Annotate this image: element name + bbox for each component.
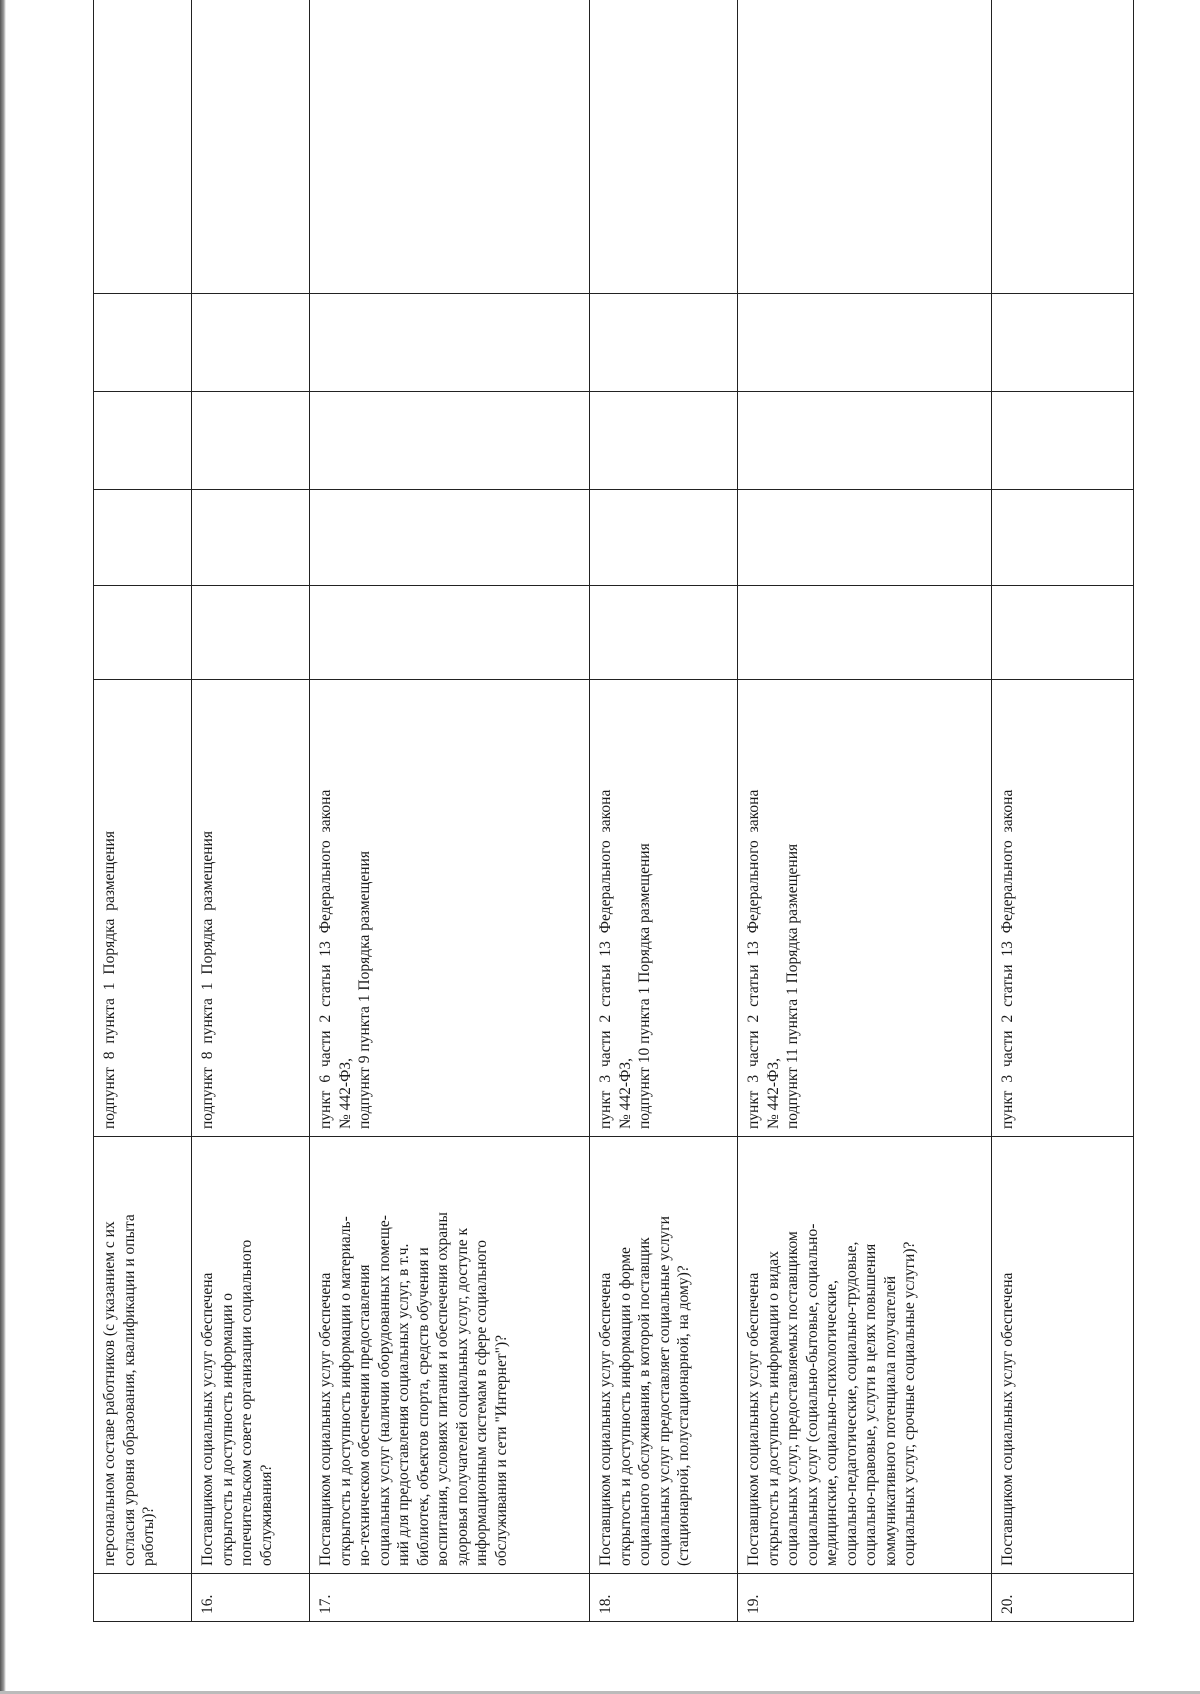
- question-line: открытость и доступность информации о видах: [764, 1250, 782, 1566]
- question-line: коммуникативного потенциала получателей: [881, 1275, 899, 1566]
- empty-answer-cell: [192, 392, 310, 490]
- question-line: открытость и доступность информации о материаль-: [336, 1216, 354, 1566]
- question-line: социально-педагогические, социально-трудовые,: [842, 1241, 860, 1566]
- empty-answer-cell: [590, 392, 738, 490]
- question-line: Поставщиком социальных услуг обеспечена: [745, 1272, 762, 1566]
- question-line: социальных услуг предоставляет социальные услуги: [655, 1216, 673, 1566]
- question-line: социального обслуживания, в которой поставщик: [636, 1237, 653, 1566]
- question-line: воспитания, условиях питания и обеспечения охраны: [434, 1212, 451, 1566]
- question-line: социальных услуг, предоставляемых поставщиком: [784, 1231, 801, 1566]
- row-number: 20.: [992, 1574, 1134, 1622]
- legal-basis-cell: [590, 680, 738, 1137]
- empty-answer-cell: [738, 490, 992, 586]
- question-line: согласия уровня образования, квалификации и опыта: [120, 1214, 138, 1566]
- legal-basis-cell: [992, 680, 1134, 1137]
- row-number: 17.: [310, 1574, 590, 1622]
- empty-answer-cell: [94, 392, 192, 490]
- question-line: социально-правовые, услуги в целях повышения: [862, 1243, 879, 1566]
- table-row: [738, 0, 992, 1622]
- legal-basis-line: пункт 3 части 2 статьи 13 Федерального закона: [999, 789, 1016, 1129]
- question-cell: [192, 1137, 310, 1574]
- question-line: попечительском совете организации социального: [238, 1239, 255, 1566]
- empty-answer-cell: [590, 294, 738, 392]
- table-row: [992, 0, 1134, 1622]
- row-number: 19.: [738, 1574, 992, 1622]
- table-row: [310, 0, 590, 1622]
- row-number: 16.: [192, 1574, 310, 1622]
- question-line: информационным системам в сфере социального: [473, 1240, 490, 1566]
- row-number: 18.: [590, 1574, 738, 1622]
- table-row: [590, 0, 738, 1622]
- question-line: но-техническом обеспечении предоставления: [356, 1264, 373, 1566]
- question-line: социальных услуг (наличии оборудованных помеще-: [375, 1215, 393, 1566]
- legal-basis-line: подпункт 8 пункта 1 Порядка размещения: [101, 831, 118, 1129]
- legal-basis-line: пункт 3 части 2 статьи 13 Федерального закона: [745, 789, 762, 1129]
- question-cell: [94, 1137, 192, 1574]
- legal-basis-line: № 442-ФЗ,: [616, 1058, 634, 1129]
- question-cell: [590, 1137, 738, 1574]
- legal-basis-cell: [192, 680, 310, 1137]
- empty-answer-cell: [992, 392, 1134, 490]
- empty-answer-cell: [590, 586, 738, 680]
- legal-basis-cell: [738, 680, 992, 1137]
- question-line: здоровья получателей социальных услуг, доступе к: [453, 1227, 471, 1566]
- question-line: социальных услуг, срочные социальные услуги)?: [901, 1241, 918, 1566]
- legal-basis-line: пункт 6 части 2 статьи 13 Федерального закона: [317, 789, 334, 1129]
- legal-basis-line: подпункт 8 пункта 1 Порядка размещения: [199, 831, 216, 1129]
- empty-answer-cell: [94, 586, 192, 680]
- question-line: работы)?: [140, 1506, 157, 1566]
- rotated-page-content: [93, 53, 1133, 1622]
- question-line: персональном составе работников (с указанием с их: [101, 1221, 118, 1566]
- question-line: социальных услуг (социально-бытовые, социально-: [803, 1223, 821, 1566]
- table-row: [94, 0, 192, 1622]
- empty-answer-cell: [94, 0, 192, 294]
- question-line: открытость и доступность информации о форме: [616, 1247, 634, 1566]
- empty-answer-cell: [590, 0, 738, 294]
- question-line: открытость и доступность информации о: [218, 1292, 236, 1566]
- row-number: [94, 1574, 192, 1622]
- empty-answer-cell: [992, 586, 1134, 680]
- legal-basis-line: подпункт 11 пункта 1 Порядка размещения: [784, 843, 801, 1129]
- question-line: обслуживания и сети "Интернет")?: [492, 1335, 510, 1566]
- question-line: Поставщиком социальных услуг обеспечена: [999, 1272, 1016, 1566]
- table-row: [192, 0, 310, 1622]
- legal-basis-cell: [94, 680, 192, 1137]
- empty-answer-cell: [310, 490, 590, 586]
- empty-answer-cell: [738, 586, 992, 680]
- empty-answer-cell: [590, 490, 738, 586]
- question-line: обслуживания?: [257, 1464, 275, 1566]
- empty-answer-cell: [192, 0, 310, 294]
- question-line: Поставщиком социальных услуг обеспечена: [317, 1272, 334, 1566]
- question-line: Поставщиком социальных услуг обеспечена: [199, 1272, 216, 1566]
- empty-answer-cell: [738, 0, 992, 294]
- empty-answer-cell: [310, 392, 590, 490]
- scan-edge: [0, 0, 6, 1694]
- question-cell: [992, 1137, 1134, 1574]
- empty-answer-cell: [992, 490, 1134, 586]
- empty-answer-cell: [310, 294, 590, 392]
- empty-answer-cell: [992, 0, 1134, 294]
- empty-answer-cell: [738, 392, 992, 490]
- legal-basis-line: № 442-ФЗ,: [336, 1058, 354, 1129]
- legal-basis-line: пункт 3 части 2 статьи 13 Федерального закона: [597, 789, 614, 1129]
- empty-answer-cell: [94, 294, 192, 392]
- empty-answer-cell: [94, 490, 192, 586]
- empty-answer-cell: [992, 294, 1134, 392]
- question-line: ний для предоставления социальных услуг, в т.ч.: [395, 1243, 412, 1566]
- empty-answer-cell: [192, 490, 310, 586]
- question-line: медицинские, социально-психологические,: [823, 1280, 840, 1566]
- question-cell: [738, 1137, 992, 1574]
- question-line: Поставщиком социальных услуг обеспечена: [597, 1272, 614, 1566]
- empty-answer-cell: [738, 294, 992, 392]
- legal-basis-line: № 442-ФЗ,: [764, 1058, 782, 1129]
- question-line: (стационарной, полустационарной, на дому)?: [675, 1265, 692, 1566]
- question-cell: [310, 1137, 590, 1574]
- legal-basis-cell: [310, 680, 590, 1137]
- empty-answer-cell: [192, 586, 310, 680]
- question-line: библиотек, объектов спорта, средств обучения и: [414, 1247, 432, 1566]
- empty-answer-cell: [310, 0, 590, 294]
- legal-basis-line: подпункт 9 пункта 1 Порядка размещения: [356, 851, 373, 1129]
- checklist-table: [93, 0, 1134, 1622]
- legal-basis-line: подпункт 10 пункта 1 Порядка размещения: [636, 843, 653, 1129]
- empty-answer-cell: [192, 294, 310, 392]
- empty-answer-cell: [310, 586, 590, 680]
